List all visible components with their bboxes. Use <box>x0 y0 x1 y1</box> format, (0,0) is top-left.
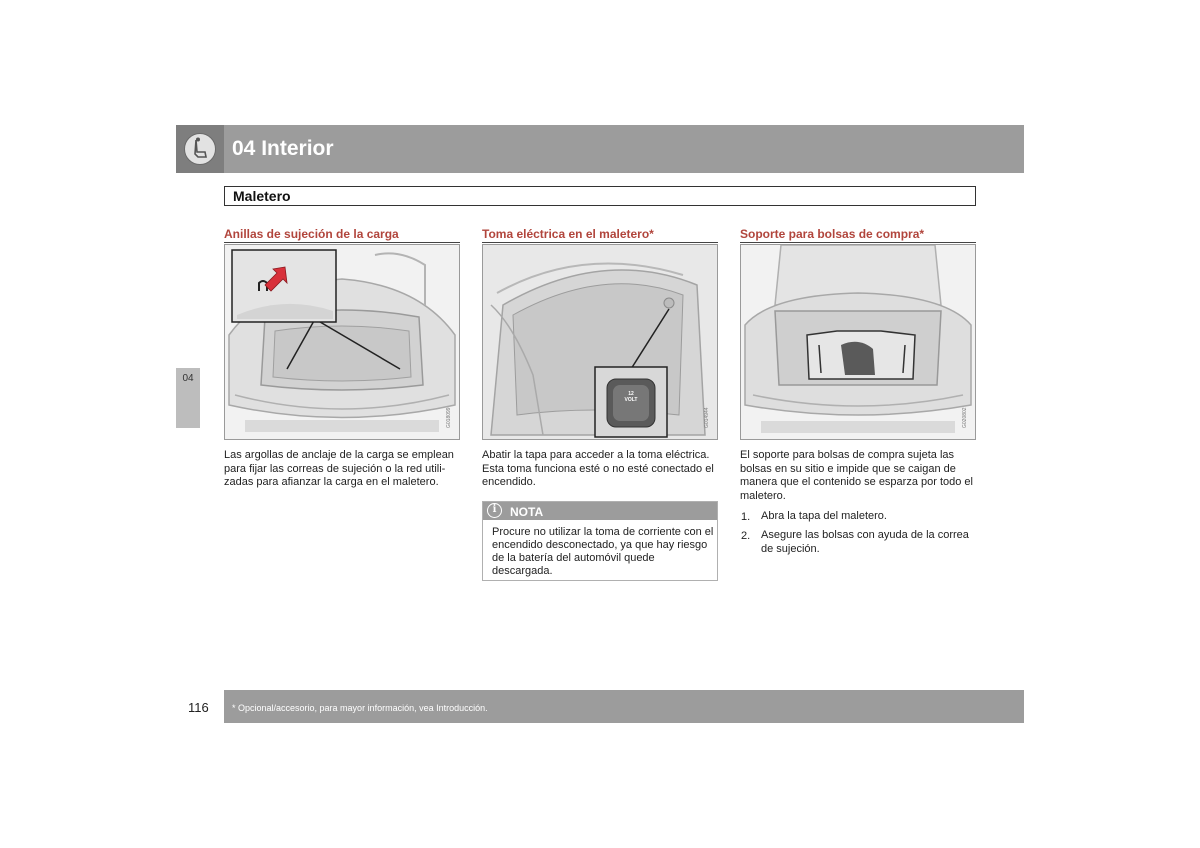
section-title-box <box>224 186 976 206</box>
column-rule <box>740 242 976 243</box>
chapter-title: 04 Interior <box>232 137 334 160</box>
bag-holder-text: El soporte para bolsas de compra sujeta las bolsas en su sitio e impide que se caigan de manera que el contenido se esparza por todo el maletero. <box>740 449 973 502</box>
page-number: 116 <box>188 700 209 715</box>
footer-note: * Opcional/accesorio, para mayor información, vea Introducción. <box>232 703 488 713</box>
load-rings-text: Las argollas de anclaje de la carga se emplean para fijar las correas de sujeción o la red utili-zadas para afianzar la carga en el maletero. <box>224 449 454 488</box>
section-title: Maletero <box>233 188 291 204</box>
column-rule <box>224 242 460 243</box>
column-rule <box>482 242 718 243</box>
info-icon: i <box>487 503 502 518</box>
column-heading-load-rings: Anillas de sujeción de la carga <box>224 227 399 241</box>
note-title: NOTA <box>510 505 544 519</box>
figure-bag-holder <box>740 244 976 440</box>
socket-label-top: 12 <box>628 391 634 397</box>
step-text: Abra la tapa del maletero. <box>761 510 887 522</box>
column-heading-bag-holder: Soporte para bolsas de compra* <box>740 227 925 241</box>
step-text: Asegure las bolsas con ayuda de la correa de sujeción. <box>761 529 969 555</box>
chapter-side-tab-label: 04 <box>182 373 194 384</box>
figure-load-rings <box>224 244 460 440</box>
step-number: 1. <box>741 511 751 523</box>
step-number: 2. <box>741 530 751 542</box>
figure-power-socket <box>482 244 718 440</box>
note-text: Procure no utilizar la toma de corriente con el encendido desconectado, ya que hay riesgo de la batería del automóvil quede descargada. <box>492 526 714 577</box>
socket-label-bottom: VOLT <box>624 397 638 403</box>
column-heading-power-socket: Toma eléctrica en el maletero* <box>482 227 654 241</box>
figure-code: G018099 <box>446 407 452 428</box>
figure-code: G020802 <box>962 407 968 428</box>
seat-icon <box>184 133 216 165</box>
power-socket-text: Abatir la tapa para acceder a la toma eléctrica. Esta toma funciona esté o no esté conectado el encendido. <box>482 449 714 488</box>
figure-code: G014944 <box>704 407 710 428</box>
